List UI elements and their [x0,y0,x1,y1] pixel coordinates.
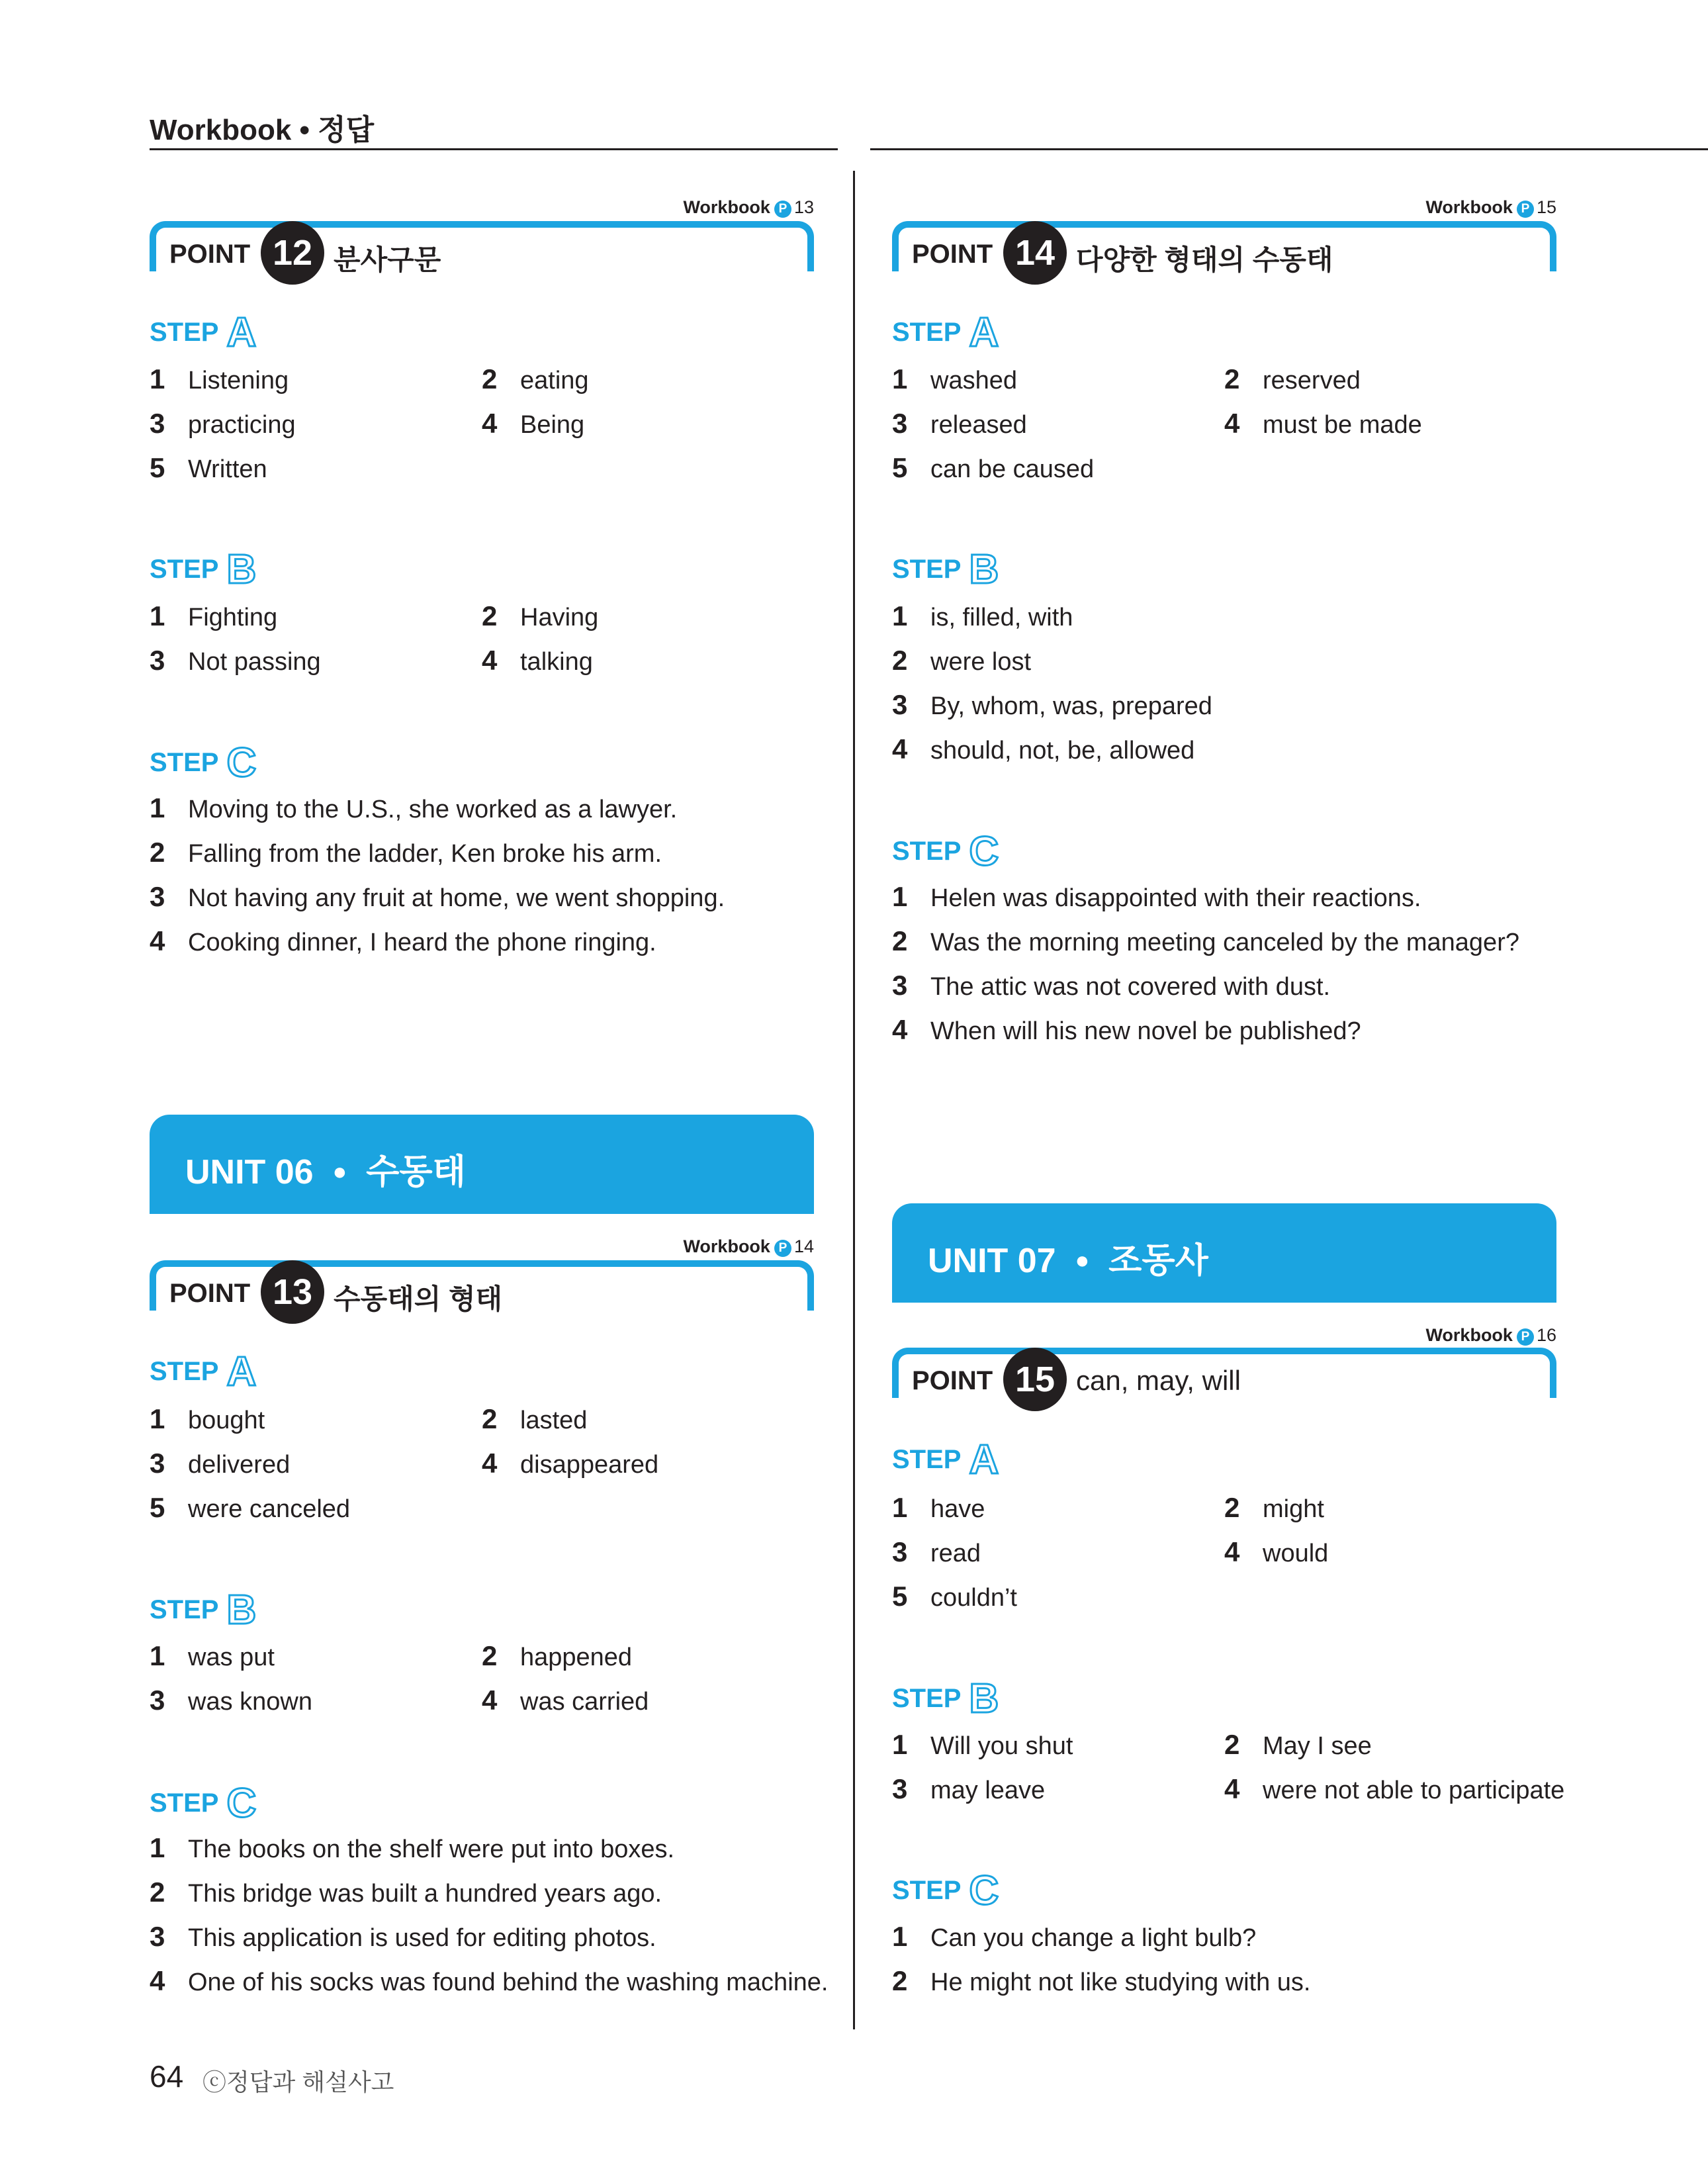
answer-item [150,1448,290,1479]
answer-item [150,837,662,868]
item-text: May I see [1263,1732,1372,1760]
point-number-badge: 15 [1003,1348,1067,1411]
item-number: 4 [1224,1773,1240,1804]
step-letter: B [969,1676,999,1722]
workbook-ref-label: Workbook [1425,1325,1513,1345]
item-number: 1 [150,363,165,394]
point-number-badge: 14 [1003,221,1067,285]
item-number: 4 [150,1965,165,1996]
point-header [892,1348,1556,1416]
answer-item [482,1685,649,1716]
item-text: By, whom, was, prepared [930,692,1212,720]
item-number: 4 [892,733,908,764]
answer-item [482,363,589,395]
point-label: POINT [912,1366,993,1395]
item-number: 2 [150,1876,165,1908]
step-heading [892,549,999,590]
item-text: washed [930,367,1017,394]
answer-item [150,1403,265,1435]
workbook-page-ref [1425,1325,1556,1346]
point-label: POINT [169,1279,251,1308]
step-heading [150,312,256,353]
answer-item [892,689,1212,721]
item-text: This bridge was built a hundred years ago. [188,1880,662,1908]
item-number: 4 [482,1685,498,1716]
step-heading [892,831,999,872]
item-text: Helen was disappointed with their reactions. [930,884,1421,912]
footer-mark: ⓒ정답과 해설사고 [202,2068,394,2096]
item-number: 5 [150,1492,165,1523]
point-header [892,221,1556,290]
step-letter: A [226,1349,257,1395]
answer-item [150,1492,350,1524]
item-number: 2 [1224,1492,1240,1523]
right-column [892,0,1565,2177]
item-text: practicing [188,411,296,439]
item-text: One of his socks was found behind the washing machine. [188,1969,829,1996]
answer-item [482,1448,658,1479]
item-text: were lost [930,648,1032,676]
step-heading [892,312,999,353]
item-text: talking [520,648,593,676]
answer-item [150,408,296,440]
step-heading [150,1587,257,1633]
item-number: 2 [482,363,498,394]
left-column [150,0,829,2177]
item-number: 5 [892,1581,908,1612]
item-text: The books on the shelf were put into boxes. [188,1835,675,1863]
workbook-ref-page: 14 [793,1236,814,1256]
item-text: read [930,1540,981,1567]
item-number: 1 [892,881,908,912]
item-text: released [930,411,1027,439]
answer-item [892,970,1330,1001]
workbook-ref-page: 15 [1536,197,1556,217]
answer-item [150,452,267,484]
step-heading [892,1437,999,1483]
answer-item [892,1965,1311,1997]
unit-title [185,1144,466,1193]
step-letter: B [226,547,257,592]
answer-item [892,600,1073,632]
workbook-ref-page: 16 [1536,1325,1556,1345]
item-number: 3 [150,1685,165,1716]
item-text: Fighting [188,604,278,631]
unit-name: 수동태 [366,1153,466,1191]
step-label: STEP [150,748,219,777]
answer-item [892,1921,1256,1953]
item-text: can be caused [930,455,1095,483]
answer-item [892,733,1194,765]
item-text: delivered [188,1451,291,1479]
item-text: happened [520,1644,633,1671]
item-text: Can you change a light bulb? [930,1924,1257,1952]
page-number: 64 [150,2059,184,2094]
item-text: might [1263,1495,1324,1523]
item-number: 3 [150,881,165,912]
unit-banner [892,1203,1556,1303]
item-text: Not having any fruit at home, we went shopping. [188,884,725,912]
page-icon: P [1517,1328,1534,1346]
item-text: Listening [188,367,289,394]
point-label: POINT [169,240,251,269]
step-heading [150,1349,257,1395]
unit-bullet: ● [332,1158,347,1185]
answer-item [892,925,1519,957]
item-text: eating [520,367,589,394]
answer-item [150,881,725,913]
workbook-ref-label: Workbook [683,1236,770,1256]
answer-item [150,1640,275,1672]
item-number: 3 [150,1921,165,1952]
item-text: was known [188,1688,312,1716]
item-number: 1 [892,363,908,394]
item-text: Not passing [188,648,321,676]
item-text: Falling from the ladder, Ken broke his arm. [188,840,662,868]
step-letter: B [969,547,999,592]
answer-item [150,1965,828,1997]
workbook-page-ref [1425,197,1556,218]
item-number: 4 [1224,408,1240,439]
workbook-ref-page: 13 [793,197,814,217]
step-label: STEP [150,318,219,347]
item-number: 2 [892,1965,908,1996]
point-header [150,221,814,290]
item-number: 1 [892,1729,908,1760]
item-number: 3 [150,1448,165,1479]
step-letter: C [969,1868,999,1914]
item-number: 4 [482,645,498,676]
point-number-badge: 12 [261,221,324,285]
step-heading [150,1783,256,1824]
page-header-title: Workbook • 정답 [150,114,375,146]
answer-item [892,408,1027,440]
answer-item [892,1581,1017,1612]
item-number: 4 [1224,1536,1240,1567]
item-number: 3 [892,689,908,720]
answer-item [892,1536,981,1568]
item-number: 1 [150,792,165,823]
item-text: lasted [520,1407,588,1434]
answer-item [150,600,277,632]
column-divider [853,171,855,2029]
item-text: bought [188,1407,265,1434]
item-number: 2 [892,645,908,676]
item-number: 2 [482,1403,498,1434]
item-number: 1 [150,1403,165,1434]
item-number: 4 [482,408,498,439]
item-number: 4 [892,1014,908,1045]
answer-item [892,1492,985,1524]
item-number: 5 [150,452,165,483]
item-number: 3 [150,645,165,676]
item-number: 2 [1224,363,1240,394]
item-number: 3 [892,970,908,1001]
item-text: This application is used for editing photos. [188,1924,656,1952]
answer-item [892,645,1031,676]
point-title: can, may, will [1076,1365,1241,1396]
unit-bullet: ● [1075,1246,1090,1274]
workbook-ref-label: Workbook [1425,197,1513,217]
item-text: Being [520,411,585,439]
item-number: 2 [1224,1729,1240,1760]
answer-item [482,408,584,440]
answer-item [892,1729,1073,1761]
page-icon: P [774,1240,791,1257]
answer-item [482,1403,587,1435]
answer-item [1224,408,1422,440]
step-letter: C [226,740,257,786]
step-label: STEP [892,1876,962,1905]
unit-banner [150,1115,814,1214]
point-title: 수동태의 형태 [334,1283,503,1315]
answer-item [1224,1773,1564,1805]
item-text: would [1263,1540,1329,1567]
item-text: was put [188,1644,275,1671]
step-label: STEP [150,1595,219,1624]
answer-item [150,363,289,395]
item-text: is, filled, with [930,604,1073,631]
item-text: disappeared [520,1451,659,1479]
item-text: should, not, be, allowed [930,737,1195,764]
workbook-page-ref [683,197,814,218]
answer-item [150,1876,662,1908]
answer-item [482,1640,632,1672]
answer-item [892,881,1421,913]
item-number: 1 [892,600,908,631]
item-number: 2 [150,837,165,868]
item-text: must be made [1263,411,1422,439]
answer-item [482,645,593,676]
item-text: may leave [930,1777,1046,1804]
item-number: 1 [892,1492,908,1523]
item-text: He might not like studying with us. [930,1969,1311,1996]
unit-label: UNIT 07 [928,1242,1056,1280]
item-text: were canceled [188,1495,351,1523]
answer-item [892,1014,1361,1046]
answer-item [482,600,598,632]
answer-item [150,792,677,824]
step-letter: A [969,310,999,355]
item-text: Cooking dinner, I heard the phone ringing. [188,929,656,956]
step-letter: A [226,310,257,355]
item-number: 2 [892,925,908,956]
step-label: STEP [150,1788,219,1818]
step-label: STEP [892,555,962,584]
step-letter: B [226,1587,257,1633]
answer-item [150,1685,312,1716]
item-text: Moving to the U.S., she worked as a lawyer. [188,796,678,823]
page-icon: P [774,201,791,218]
item-text: Will you shut [930,1732,1073,1760]
step-label: STEP [150,1357,219,1386]
item-number: 1 [150,1640,165,1671]
step-label: STEP [892,837,962,866]
item-text: couldn’t [930,1584,1017,1612]
page-icon: P [1517,201,1534,218]
point-number-badge: 13 [261,1260,324,1324]
answer-item [1224,1492,1324,1524]
unit-title [928,1232,1208,1282]
step-heading [150,740,257,786]
workbook-ref-label: Workbook [683,197,770,217]
item-text: The attic was not covered with dust. [930,973,1331,1001]
item-number: 1 [150,600,165,631]
item-text: When will his new novel be published? [930,1017,1361,1045]
answer-item [150,645,321,676]
answer-item [892,1773,1045,1805]
item-number: 5 [892,452,908,483]
step-heading [892,1868,999,1914]
workbook-page-ref [683,1236,814,1257]
step-heading [892,1676,999,1722]
point-header [150,1260,814,1329]
unit-name: 조동사 [1108,1242,1208,1280]
step-heading [150,549,256,590]
point-title: 다양한 형태의 수동태 [1076,244,1333,275]
answer-item [892,452,1094,484]
step-label: STEP [892,1445,962,1474]
item-number: 3 [150,408,165,439]
point-title: 분사구문 [334,244,441,275]
step-letter: A [969,1437,999,1483]
unit-label: UNIT 06 [185,1153,314,1191]
step-label: STEP [892,318,962,347]
item-number: 1 [892,1921,908,1952]
step-label: STEP [150,555,219,584]
answer-item [1224,1729,1372,1761]
step-label: STEP [892,1684,962,1713]
item-number: 2 [482,1640,498,1671]
item-text: Written [188,455,267,483]
answer-item [892,363,1017,395]
item-text: have [930,1495,985,1523]
item-number: 4 [150,925,165,956]
answer-item [1224,363,1361,395]
item-text: Having [520,604,599,631]
item-text: Was the morning meeting canceled by the manager? [930,929,1519,956]
step-letter: C [969,829,999,874]
item-text: reserved [1263,367,1361,394]
answer-item [150,1921,656,1953]
item-number: 3 [892,408,908,439]
item-text: was carried [520,1688,649,1716]
answer-item [150,925,656,957]
item-number: 2 [482,600,498,631]
step-letter: C [226,1781,257,1826]
item-number: 4 [482,1448,498,1479]
item-number: 1 [150,1832,165,1863]
answer-item [1224,1536,1328,1568]
answer-item [150,1832,674,1864]
item-text: were not able to participate [1263,1777,1565,1804]
item-number: 3 [892,1773,908,1804]
item-number: 3 [892,1536,908,1567]
point-label: POINT [912,240,993,269]
